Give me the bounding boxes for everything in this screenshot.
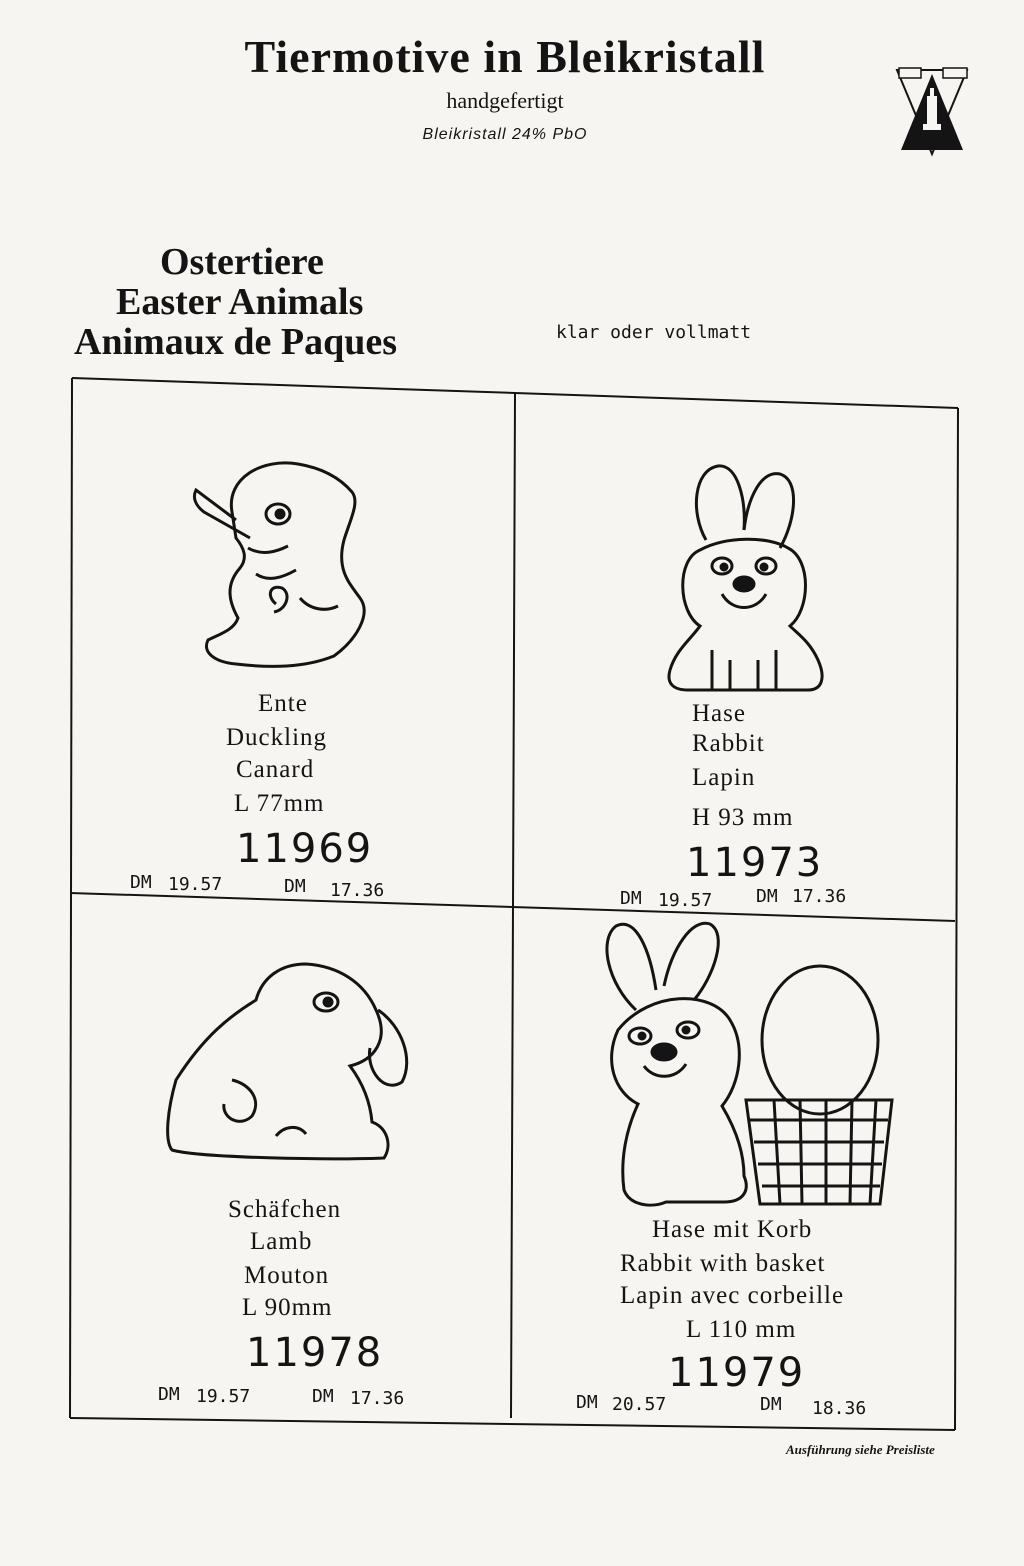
product-name-fr: Lapin avec corbeille: [620, 1282, 845, 1309]
material-note: Bleikristall 24% PbO: [422, 126, 588, 143]
product-size: H 93 mm: [692, 804, 794, 831]
price-value: 19.57: [658, 890, 713, 911]
price-label: DM: [284, 876, 306, 897]
product-name-de: Ente: [258, 690, 308, 717]
product-name-en: Rabbit: [692, 730, 765, 757]
product-name-en: Rabbit with basket: [620, 1250, 826, 1277]
price-label: DM: [576, 1392, 598, 1413]
product-name-fr: Canard: [236, 756, 315, 783]
price-label: DM: [620, 888, 642, 909]
price-label: DM: [158, 1384, 180, 1405]
footer-note: Ausführung siehe Preisliste: [786, 1442, 935, 1457]
price-value: 19.57: [168, 874, 223, 895]
section-title-de: Ostertiere: [160, 241, 324, 283]
price-label: DM: [760, 1394, 782, 1415]
price-value: 17.36: [792, 886, 847, 907]
price-value: 18.36: [812, 1398, 867, 1419]
page-title: Tiermotive in Bleikristall: [244, 31, 766, 82]
product-name-de: Hase: [692, 700, 746, 727]
product-size: L 110 mm: [686, 1316, 797, 1343]
section-title-fr: Animaux de Paques: [74, 321, 398, 363]
price-value: 17.36: [330, 880, 385, 901]
product-code: 11978: [246, 1330, 384, 1376]
rabbit-figure: [669, 466, 822, 690]
duckling-figure: [194, 463, 364, 666]
product-name-en: Duckling: [226, 724, 328, 751]
product-code: 11969: [236, 826, 374, 872]
price-value: 17.36: [350, 1388, 405, 1409]
price-label: DM: [756, 886, 778, 907]
product-name-fr: Lapin: [692, 764, 756, 791]
product-size: L 90mm: [242, 1294, 333, 1321]
product-name-de: Hase mit Korb: [652, 1216, 813, 1243]
section-title-en: Easter Animals: [116, 281, 364, 323]
page-subtitle: handgefertigt: [446, 88, 564, 113]
product-code: 11979: [668, 1350, 806, 1396]
finish-note: klar oder vollmatt: [556, 322, 752, 343]
product-size: L 77mm: [234, 790, 325, 817]
product-name-fr: Mouton: [244, 1262, 330, 1289]
lamb-figure: [168, 964, 407, 1159]
product-name-en: Lamb: [250, 1228, 313, 1255]
price-value: 20.57: [612, 1394, 667, 1415]
price-value: 19.57: [196, 1386, 251, 1407]
price-label: DM: [130, 872, 152, 893]
product-name-de: Schäfchen: [228, 1196, 342, 1223]
price-label: DM: [312, 1386, 334, 1407]
rabbit-basket-figure: [607, 923, 892, 1205]
product-code: 11973: [686, 840, 824, 886]
